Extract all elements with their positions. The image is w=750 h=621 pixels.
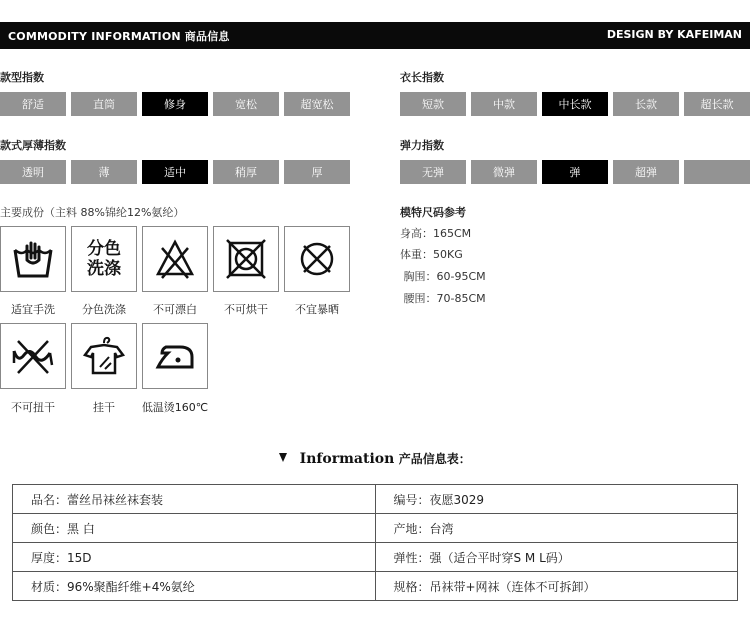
elastic-option-selected: 弹 bbox=[542, 160, 608, 184]
info-heading-zh: 产品信息表： bbox=[398, 452, 471, 466]
header-bar bbox=[0, 22, 750, 49]
elastic-index-title: 弹力指数 bbox=[400, 139, 444, 152]
model-waist: 腰围：70-85CM bbox=[400, 292, 486, 305]
style-option: 超宽松 bbox=[284, 92, 350, 116]
separate-wash-icon-line2: 洗涤 bbox=[87, 259, 121, 279]
model-bust: 胸围：60-95CM bbox=[400, 270, 486, 283]
table-cell: 颜色：黑 白 bbox=[13, 514, 376, 543]
care-label: 挂干 bbox=[93, 401, 115, 414]
no-tumble-dry-icon bbox=[213, 226, 279, 292]
style-option: 宽松 bbox=[213, 92, 279, 116]
table-row bbox=[13, 514, 738, 543]
thickness-index-scale bbox=[0, 160, 355, 184]
header-brand: DESIGN BY KAFEIMAN bbox=[606, 28, 742, 41]
no-sun-dry-icon bbox=[284, 226, 350, 292]
style-option-selected: 修身 bbox=[142, 92, 208, 116]
elastic-option: 超弹 bbox=[613, 160, 679, 184]
table-cell: 产地：台湾 bbox=[375, 514, 738, 543]
elastic-index-scale bbox=[400, 160, 750, 184]
thickness-option-selected: 适中 bbox=[142, 160, 208, 184]
hand-wash-icon bbox=[0, 226, 66, 292]
table-cell: 厚度：15D bbox=[13, 543, 376, 572]
style-index-title: 款型指数 bbox=[0, 71, 44, 84]
thickness-option: 薄 bbox=[71, 160, 137, 184]
style-index-scale bbox=[0, 92, 355, 116]
thickness-option: 厚 bbox=[284, 160, 350, 184]
care-label: 不宜暴晒 bbox=[295, 303, 339, 316]
no-bleach-icon bbox=[142, 226, 208, 292]
elastic-option bbox=[684, 160, 750, 184]
length-option: 长款 bbox=[613, 92, 679, 116]
thickness-option: 透明 bbox=[0, 160, 66, 184]
table-cell: 规格：吊袜带+网袜（连体不可拆卸） bbox=[375, 572, 738, 601]
thickness-index-title: 款式厚薄指数 bbox=[0, 139, 66, 152]
table-row bbox=[13, 485, 738, 514]
elastic-option: 微弹 bbox=[471, 160, 537, 184]
thickness-option: 稍厚 bbox=[213, 160, 279, 184]
header-title: COMMODITY INFORMATION 商品信息 bbox=[8, 30, 230, 43]
product-info-table bbox=[12, 484, 738, 601]
length-option: 短款 bbox=[400, 92, 466, 116]
care-label: 分色洗涤 bbox=[82, 303, 126, 316]
table-cell: 编号：夜愿3029 bbox=[375, 485, 738, 514]
composition-text: 主要成份（主料 88%锦纶12%氨纶） bbox=[0, 206, 185, 219]
info-heading-en: Information bbox=[299, 451, 395, 467]
separate-wash-icon bbox=[71, 226, 137, 292]
triangle-down-icon bbox=[279, 453, 287, 462]
length-index-scale bbox=[400, 92, 750, 116]
care-label: 不可漂白 bbox=[153, 303, 197, 316]
table-cell: 弹性：强（适合平时穿S M L码） bbox=[375, 543, 738, 572]
care-label: 适宜手洗 bbox=[11, 303, 55, 316]
care-label: 不可烘干 bbox=[224, 303, 268, 316]
length-option: 超长款 bbox=[684, 92, 750, 116]
no-wring-icon bbox=[0, 323, 66, 389]
model-height: 身高：165CM bbox=[400, 227, 472, 240]
model-weight: 体重：50KG bbox=[400, 248, 463, 261]
table-cell: 品名：蕾丝吊袜丝袜套装 bbox=[13, 485, 376, 514]
hang-dry-icon bbox=[71, 323, 137, 389]
info-heading bbox=[0, 450, 750, 467]
style-option: 直筒 bbox=[71, 92, 137, 116]
style-option: 舒适 bbox=[0, 92, 66, 116]
table-cell: 材质：96%聚酯纤维+4%氨纶 bbox=[13, 572, 376, 601]
table-row bbox=[13, 572, 738, 601]
model-title: 模特尺码参考 bbox=[400, 206, 466, 219]
care-label: 不可扭干 bbox=[11, 401, 55, 414]
length-option: 中款 bbox=[471, 92, 537, 116]
separate-wash-icon-line1: 分色 bbox=[87, 239, 121, 259]
length-index-title: 衣长指数 bbox=[400, 71, 444, 84]
length-option-selected: 中长款 bbox=[542, 92, 608, 116]
elastic-option: 无弹 bbox=[400, 160, 466, 184]
table-row bbox=[13, 543, 738, 572]
care-label: 低温烫160℃ bbox=[141, 401, 209, 414]
low-iron-icon bbox=[142, 323, 208, 389]
